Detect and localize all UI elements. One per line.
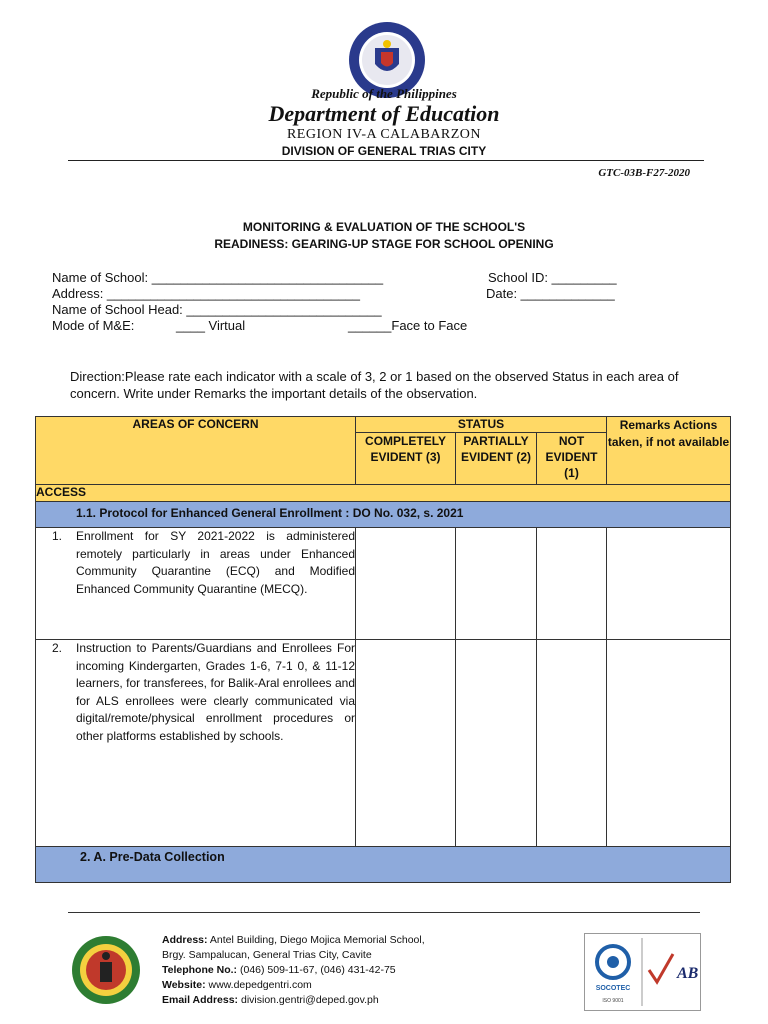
table-row (36, 640, 731, 847)
telephone-value: (046) 509-11-67, (046) 431-42-75 (239, 964, 396, 976)
form-code: GTC-03B-F27-2020 (598, 167, 690, 179)
school-head-field[interactable]: Name of School Head: ___________________________ (52, 302, 382, 317)
rating-cell-not[interactable] (537, 528, 607, 640)
division-heading: DIVISION OF GENERAL TRIAS CITY (281, 144, 487, 158)
indicator-2 (36, 640, 356, 847)
virtual-option[interactable]: ____ Virtual (176, 318, 246, 333)
rating-cell-partially[interactable] (456, 528, 537, 640)
indicator-1 (36, 528, 356, 640)
footer-contact (162, 933, 425, 1008)
rating-cell-completely[interactable] (356, 528, 456, 640)
mode-label: Mode of M&E: (52, 318, 135, 333)
indicator-number: 1. (52, 529, 63, 543)
cert-iso-label: ISO 9001 (602, 998, 624, 1004)
section-2: 2. A. Pre-Data Collection (36, 847, 731, 883)
not-evident-header: NOT EVIDENT (1) (537, 433, 607, 485)
address-field[interactable]: Address: ___________________________________ (52, 286, 360, 301)
evaluation-table (35, 416, 731, 883)
header-divider (68, 160, 704, 161)
address-label: Address: (162, 934, 208, 946)
indicator-text: Instruction to Parents/Guardians and Enrollees For incoming Kindergarten, Grades 1-6, 7-1 0, & 11-12 learners, for transferees, for Balik-Aral enrollees and for ALS enrollees were clearly communicated via digital/remote/physical enrollment procedures or other platforms established by schools. (76, 641, 355, 743)
indicator-number: 2. (52, 641, 63, 655)
website-link[interactable]: www.depedgentri.com (208, 979, 312, 991)
republic-heading: Republic of the Philippines (311, 86, 457, 101)
region-heading: REGION IV-A CALABARZON (286, 127, 482, 142)
website-label: Website: (162, 979, 206, 991)
rating-cell-not[interactable] (537, 640, 607, 847)
rating-cell-completely[interactable] (356, 640, 456, 847)
form-title-line-2: READINESS: GEARING-UP STAGE FOR SCHOOL OPENING (214, 237, 554, 251)
remarks-cell[interactable] (607, 640, 731, 847)
telephone-label: Telephone No.: (162, 964, 238, 976)
direction-text: Direction:Please rate each indicator with a scale of 3, 2 or 1 based on the observed Status in each area of concern. Write under Remarks the important details of the observation. (70, 369, 679, 401)
section-1-1: 1.1. Protocol for Enhanced General Enrollment : DO No. 032, s. 2021 (36, 502, 731, 528)
status-header: STATUS (356, 417, 607, 433)
access-section: ACCESS (36, 485, 731, 502)
department-heading: Department of Education (268, 101, 500, 126)
address-line-2: Brgy. Sampalucan, General Trias City, Cavite (162, 949, 372, 961)
cert-ab-label: AB (677, 965, 699, 982)
indicator-text: Enrollment for SY 2021-2022 is administered remotely particularly in areas under Enhanced Community Quarantine (ECQ) and Modified Enhanced Community Quarantine (MECQ). (76, 529, 355, 596)
form-title-line-1: MONITORING & EVALUATION OF THE SCHOOL'S (242, 220, 526, 234)
footer-divider (68, 912, 700, 913)
partially-evident-header: PARTIALLY EVIDENT (2) (456, 433, 537, 485)
table-row (36, 528, 731, 640)
address-line-1: Antel Building, Diego Mojica Memorial School, (209, 934, 425, 946)
remarks-cell[interactable] (607, 528, 731, 640)
certification-badges-icon (584, 933, 701, 1011)
face-to-face-option[interactable]: ______Face to Face (348, 318, 468, 333)
remarks-header: Remarks Actions taken, if not available (607, 417, 731, 485)
email-link[interactable]: division.gentri@deped.gov.ph (240, 994, 379, 1006)
school-id-field[interactable]: School ID: _________ (488, 270, 617, 285)
date-field[interactable]: Date: _____________ (486, 286, 615, 301)
email-label: Email Address: (162, 994, 239, 1006)
cert-socotec-label: SOCOTEC (595, 985, 631, 992)
school-name-field[interactable]: Name of School: ________________________________ (52, 270, 384, 285)
completely-evident-header: COMPLETELY EVIDENT (3) (356, 433, 456, 485)
form-title (0, 219, 768, 253)
areas-of-concern-header: AREAS OF CONCERN (36, 417, 356, 485)
rating-cell-partially[interactable] (456, 640, 537, 847)
division-seal-icon (70, 934, 142, 1006)
